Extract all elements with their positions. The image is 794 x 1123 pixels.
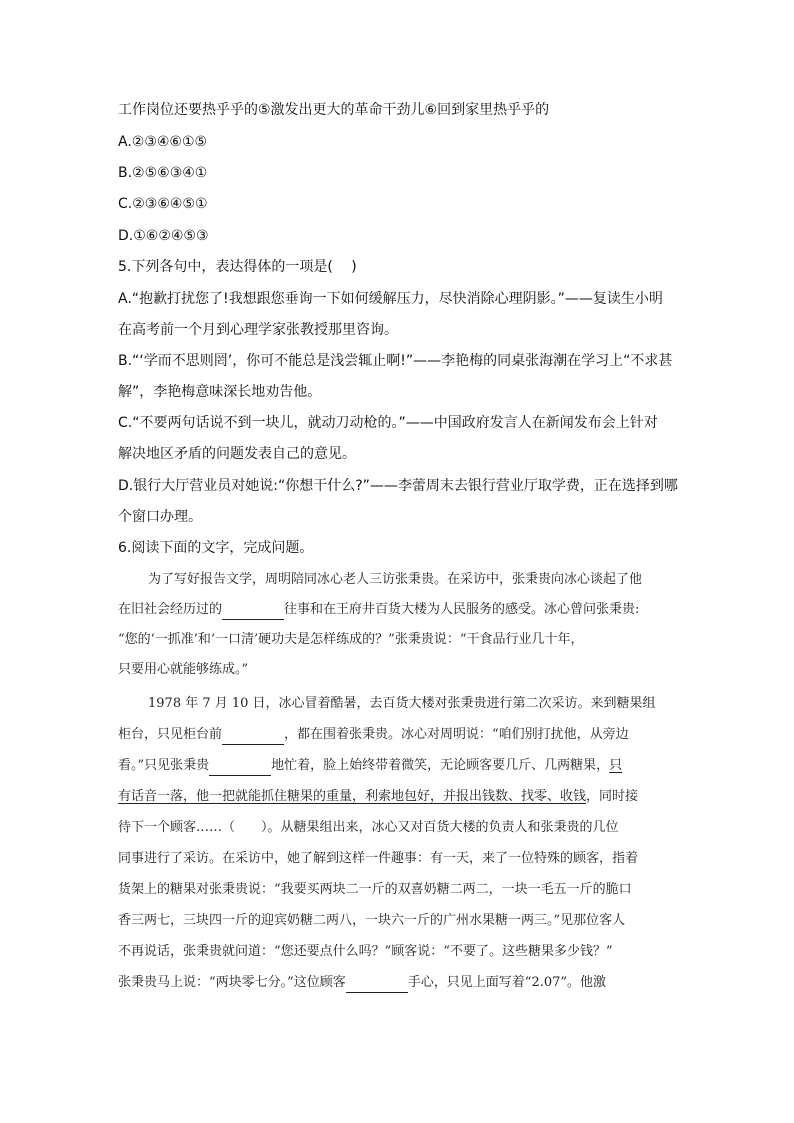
passage-line: 同事进行了采访。在采访中，她了解到这样一件趣事：有一天，来了一位特殊的顾客，指着 [118,851,639,866]
q4-option-c: C.②③⑥④⑤① [118,196,208,212]
fill-blank[interactable] [209,761,271,776]
passage-text: ，都在围着张秉贵。冰心对周明说：“咱们别打扰他，从旁边 [284,727,629,742]
passage-line [118,725,629,745]
passage-line [118,973,606,993]
passage-line: 香三两七，三块四一斤的迎宾奶糖二两八，一块六一斤的广州水果糖一两三。”见那位客人 [118,913,626,928]
passage-text: 手心，只见上面写着“2.07”。他激 [407,975,607,990]
passage-text: ，同时接 [586,789,639,804]
passage-text: 往事和在王府井百货大楼为人民服务的感受。冰心曾问张秉贵: [284,602,640,617]
passage-text: 张秉贵马上说：“两块零七分。”这位顾客 [118,975,346,990]
passage-line: 货架上的糖果对张秉贵说：“我要买两块二一斤的双喜奶糖二两二，一块一毛五一斤的脆口 [118,882,632,897]
passage-line [118,600,639,620]
q6-stem: 6.阅读下面的文字，完成问题。 [118,540,314,556]
passage-line: 不再说话，张秉贵就问道：“您还要点什么吗？”顾客说：“不要了。这些糖果多少钱？” [118,944,613,959]
q4-option-d: D.①⑥②④⑤③ [118,228,209,244]
q5-option-d-line1: D.银行大厅营业员对她说:“你想干什么?”——李蕾周末去银行营业厅取学费，正在选择到哪 [118,478,678,494]
underlined-text: 只 [609,758,623,773]
passage-line [118,756,622,776]
passage-text: 柜台，只见柜台前 [118,727,223,742]
passage-line: “您的‘一抓准’和‘一口清’硬功夫是怎样练成的？”张秉贵说：“干食品行业几十年， [118,632,584,647]
q5-option-c-line2: 解决地区矛盾的问题发表自己的意见。 [118,446,356,462]
passage-text: 看。”只见张秉贵 [118,758,210,773]
q5-option-a-line2: 在高考前一个月到心理学家张教授那里咨询。 [118,322,398,338]
top-line: 工作岗位还要热乎乎的⑤激发出更大的革命干劲儿⑥回到家里热乎乎的 [118,102,550,118]
passage-line [118,787,638,807]
passage-line: 只要用心就能够练成。” [118,662,249,677]
passage-line: 1978 年 7 月 10 日，冰心冒着酷暑，去百货大楼对张秉贵进行第二次采访。来到糖果组 [148,696,656,711]
fill-blank[interactable] [346,978,408,993]
underlined-text: 有话音一落，他一把就能抓住糖果的重量，利索地包好，并报出钱数、找零、收钱 [118,789,587,804]
q4-option-b: B.②⑤⑥③④① [118,165,208,181]
q5-option-c-line1: C.“不要两句话说不到一块儿，就动刀动枪的。”——中国政府发言人在新闻发布会上针对 [118,415,658,431]
q5-stem: 5.下列各句中，表达得体的一项是( ) [118,259,357,275]
passage-text: 在旧社会经历过的 [118,602,223,617]
q5-option-b-line2: 解”，李艳梅意味深长地劝告他。 [118,384,322,400]
passage-line: 为了写好报告文学，周明陪同冰心老人三访张秉贵。在采访中，张秉贵向冰心谈起了他 [148,572,643,587]
q5-option-b-line1: B.“‘学而不思则罔’，你可不能总是浅尝辄止啊!”——李艳梅的同桌张海潮在学习上“不求甚 [118,353,673,369]
fill-blank[interactable] [222,730,284,745]
passage-line: 待下一个顾客……（ ）。从糖果组出来，冰心又对百货大楼的负责人和张秉贵的几位 [118,820,619,835]
passage-text: 地忙着，脸上始终带着微笑，无论顾客要几斤、几两糖果， [271,758,610,773]
q4-option-a: A.②③④⑥①⑤ [118,134,208,150]
q5-option-d-line2: 个窗口办理。 [118,509,202,525]
fill-blank[interactable] [222,605,284,620]
q5-option-a-line1: A.“抱歉打扰您了!我想跟您垂询一下如何缓解压力，尽快消除心理阴影。”——复读生小明 [118,291,663,307]
